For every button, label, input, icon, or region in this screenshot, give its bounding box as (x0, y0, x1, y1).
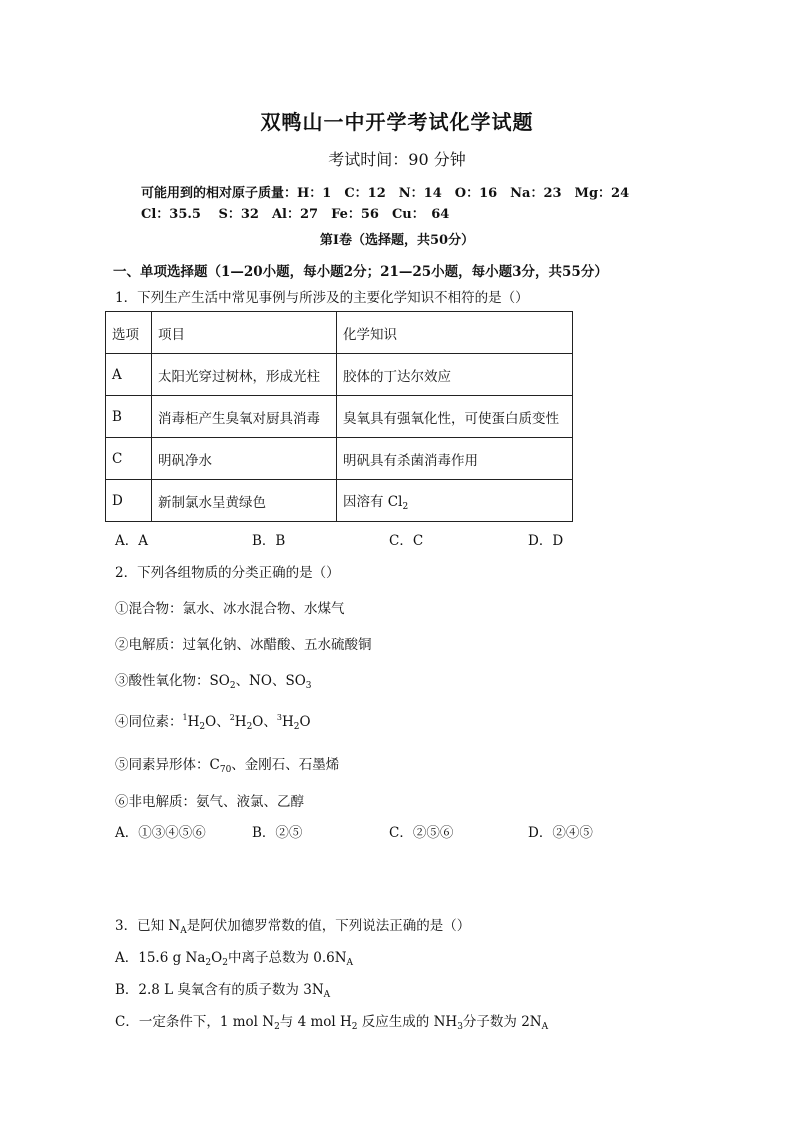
formula: O (252, 714, 264, 730)
formula: O (205, 714, 217, 730)
label: ③酸性氧化物： (115, 673, 210, 689)
formula: C (209, 757, 220, 773)
subscript: 2 (351, 1022, 358, 1032)
table-header-cell: 化学知识 (337, 312, 573, 354)
q1-choice-c: C．C (389, 533, 424, 549)
text: C．一定条件下，1 mol N (115, 1014, 275, 1030)
table-cell: 消毒柜产生臭氧对厨具消毒 (152, 396, 337, 438)
q2-statement-2: ②电解质：过氧化钠、冰醋酸、五水硫酸铜 (115, 637, 372, 653)
table-cell: 明矾净水 (152, 438, 337, 480)
q2-choice-a: A．①③④⑤⑥ (115, 825, 206, 841)
subscript: 2 (293, 722, 300, 732)
subscript: A (323, 990, 331, 1000)
q2-choice-b: B．②⑤ (252, 825, 303, 841)
q2-statement-6: ⑥非电解质：氨气、液氯、乙醇 (115, 794, 304, 810)
text: 3．已知 N (115, 918, 181, 934)
table-row (106, 396, 573, 438)
text: O (211, 950, 223, 966)
table-cell: 胶体的丁达尔效应 (337, 354, 573, 396)
formula: H (187, 714, 200, 730)
q2-choice-c: C．②⑤⑥ (389, 825, 454, 841)
label: ⑤同素异形体： (115, 757, 210, 773)
formula: H (234, 714, 247, 730)
q3-stem (115, 914, 470, 936)
subscript: A (541, 1022, 549, 1032)
text: A．15.6 g Na (115, 950, 206, 966)
formula: H (281, 714, 294, 730)
q3-option-b (115, 978, 330, 1000)
subscript: A (180, 926, 187, 936)
q1-choice-d: D．D (528, 533, 564, 549)
subscript: 2 (274, 1022, 280, 1032)
table-header-row (106, 312, 573, 354)
table-cell: 明矾具有杀菌消毒作用 (337, 438, 573, 480)
table-row (106, 438, 573, 480)
section-heading: 一、单项选择题（1—20小题，每小题2分；21—25小题，每小题3分，共55分） (113, 264, 608, 280)
text: 是阿伏加德罗常数的值，下列说法正确的是（） (186, 918, 471, 934)
cell-text: 因溶有 Cl (343, 493, 403, 510)
mass-number: 1 (182, 713, 188, 722)
table-cell: 太阳光穿过树林，形成光柱 (152, 354, 337, 396)
volume-heading: 第Ⅰ卷（选择题，共50分） (319, 233, 475, 248)
text: 反应生成的 NH (357, 1014, 458, 1030)
table-cell: D (106, 480, 152, 522)
text: 、金刚石、石墨烯 (231, 757, 340, 773)
exam-time: 考试时间：90 分钟 (328, 150, 466, 169)
table-header-cell: 项目 (152, 312, 337, 354)
table-header-cell: 选项 (106, 312, 152, 354)
subscript: 3 (457, 1022, 463, 1032)
q2-statement-1: ①混合物：氯水、冰水混合物、水煤气 (115, 601, 345, 617)
table-cell: C (106, 438, 152, 480)
formula: SO (285, 673, 306, 689)
subscript: 2 (246, 722, 253, 732)
page-title: 双鸭山一中开学考试化学试题 (260, 110, 534, 134)
q1-stem: 1．下列生产生活中常见事例与所涉及的主要化学知识不相符的是（） (115, 290, 529, 306)
q1-choice-b: B．B (252, 533, 286, 549)
table-cell: 臭氧具有强氧化性，可使蛋白质变性 (337, 396, 573, 438)
table-cell (337, 480, 573, 522)
subscript: 3 (305, 681, 312, 691)
subscript: A (346, 958, 354, 968)
table-cell: B (106, 396, 152, 438)
separator: 、 (263, 714, 277, 730)
q2-statement-3 (115, 669, 312, 691)
subscript: 2 (205, 958, 212, 968)
subscript: 2 (402, 501, 409, 512)
table-cell: A (106, 354, 152, 396)
label: ④同位素： (115, 714, 183, 730)
table-cell: 新制氯水呈黄绿色 (152, 480, 337, 522)
q3-option-a (115, 946, 353, 968)
q2-choice-d: D．②④⑤ (528, 825, 593, 841)
table-row (106, 480, 573, 522)
text: 与 4 mol H (279, 1014, 352, 1030)
q1-choice-a: A．A (115, 533, 148, 549)
q2-statement-5 (115, 753, 339, 775)
separator: 、 (216, 714, 230, 730)
mass-number: 2 (229, 713, 235, 722)
q1-table (105, 311, 573, 522)
table-row (106, 354, 573, 396)
q2-statement-4 (115, 710, 311, 732)
formula: SO (209, 673, 230, 689)
atomic-mass-line-2: Cl：35.5 S：32 Al：27 Fe：56 Cu： 64 (141, 207, 450, 222)
subscript: 2 (222, 958, 228, 968)
subscript: 2 (199, 722, 206, 732)
subscript: 2 (229, 681, 236, 691)
subscript: 70 (219, 765, 232, 775)
text: B．2.8 L 臭氧含有的质子数为 3N (115, 982, 324, 998)
text: 、NO、 (235, 673, 286, 689)
q3-option-c (115, 1010, 548, 1032)
formula: O (299, 714, 311, 730)
mass-number: 3 (276, 713, 282, 722)
text: 分子数为 2N (462, 1014, 542, 1030)
q2-stem: 2．下列各组物质的分类正确的是（） (115, 565, 340, 581)
atomic-mass-line-1: 可能用到的相对原子质量：H：1 C：12 N：14 O：16 Na：23 Mg：24 (141, 186, 630, 201)
text: 中离子总数为 0.6N (227, 950, 347, 966)
